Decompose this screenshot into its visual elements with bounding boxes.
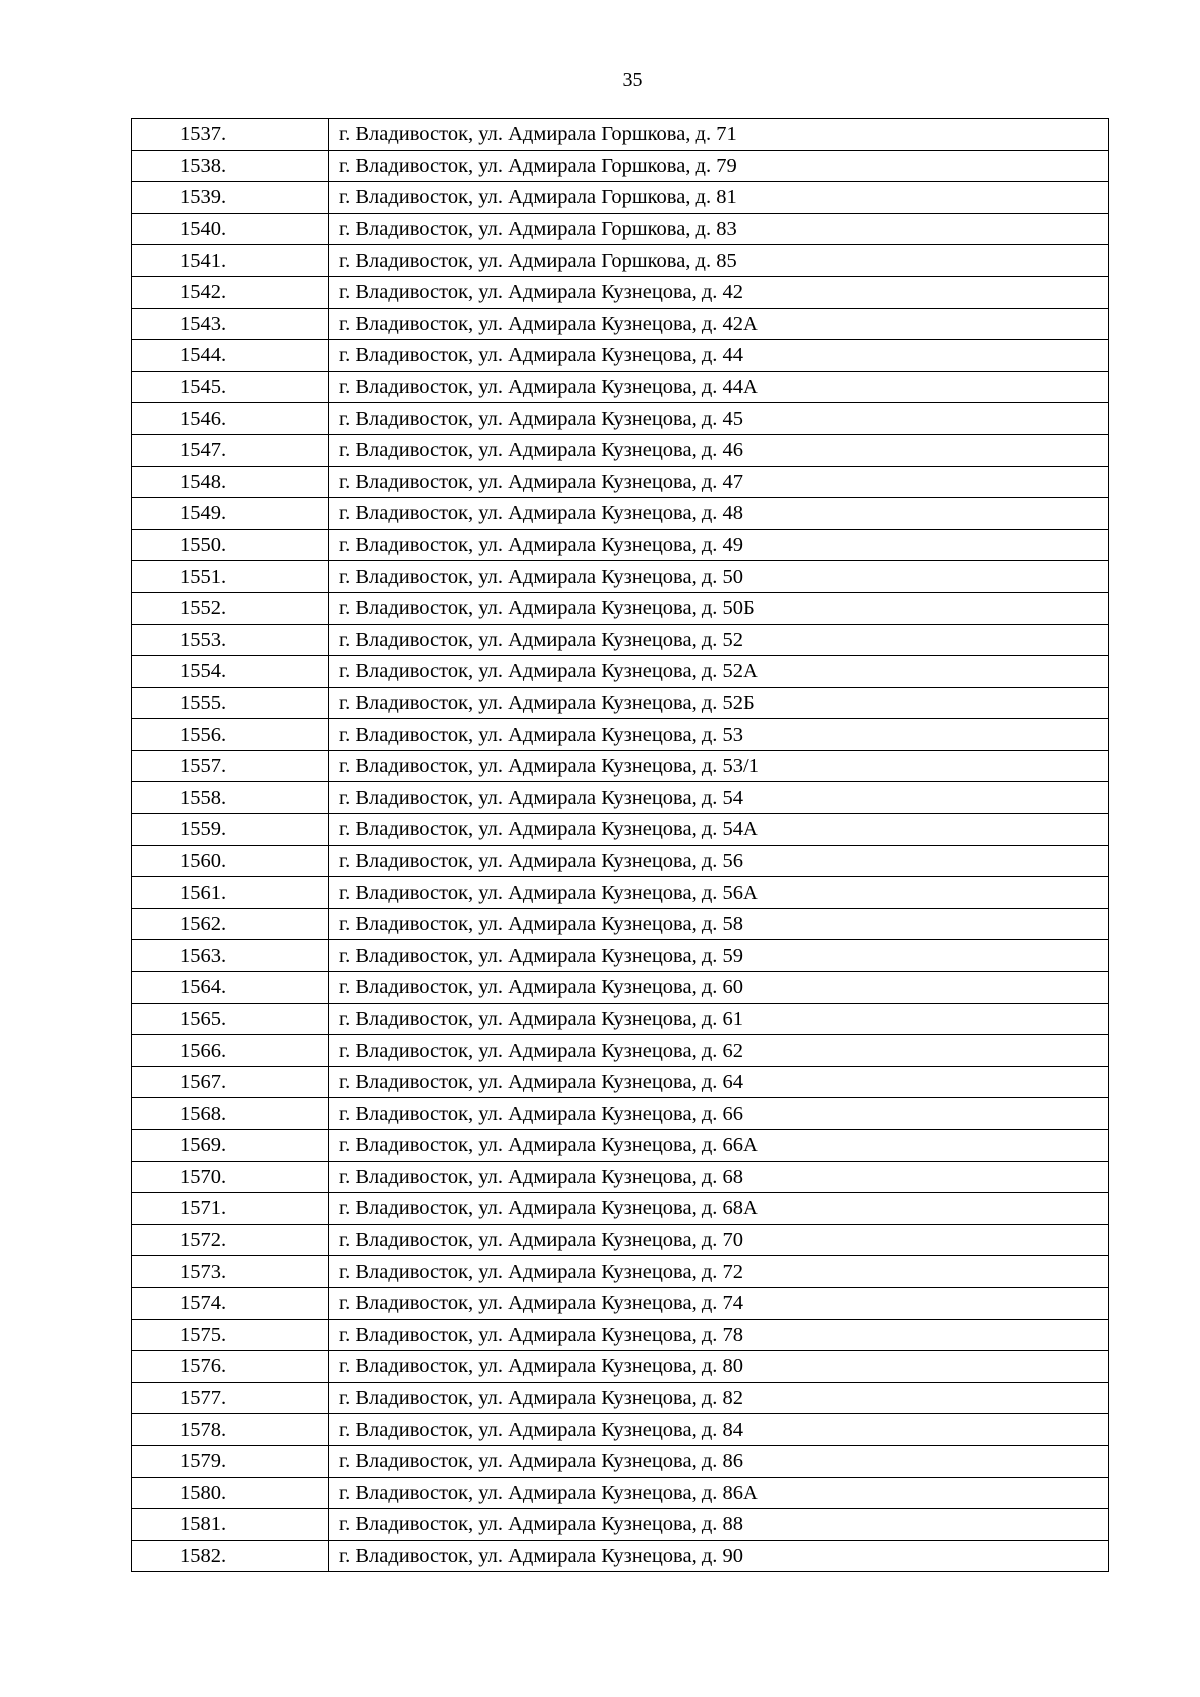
- row-number-cell: 1572.: [132, 1224, 329, 1256]
- row-number-cell: 1580.: [132, 1477, 329, 1509]
- address-cell: г. Владивосток, ул. Адмирала Кузнецова, д. 52Б: [329, 687, 1109, 719]
- table-row: [132, 1256, 1109, 1288]
- address-cell: г. Владивосток, ул. Адмирала Кузнецова, д. 42: [329, 276, 1109, 308]
- table-row: [132, 498, 1109, 530]
- address-cell: г. Владивосток, ул. Адмирала Кузнецова, д. 52: [329, 624, 1109, 656]
- address-cell: г. Владивосток, ул. Адмирала Кузнецова, д. 48: [329, 498, 1109, 530]
- address-cell: г. Владивосток, ул. Адмирала Кузнецова, д. 84: [329, 1414, 1109, 1446]
- row-number-cell: 1574.: [132, 1287, 329, 1319]
- address-cell: г. Владивосток, ул. Адмирала Кузнецова, д. 56А: [329, 877, 1109, 909]
- address-cell: г. Владивосток, ул. Адмирала Кузнецова, д. 54: [329, 782, 1109, 814]
- table-row: [132, 1477, 1109, 1509]
- row-number-cell: 1565.: [132, 1003, 329, 1035]
- row-number-cell: 1539.: [132, 182, 329, 214]
- table-row: [132, 1382, 1109, 1414]
- table-row: [132, 1509, 1109, 1541]
- row-number-cell: 1578.: [132, 1414, 329, 1446]
- address-cell: г. Владивосток, ул. Адмирала Кузнецова, д. 66А: [329, 1130, 1109, 1162]
- table-row: [132, 182, 1109, 214]
- table-row: [132, 1445, 1109, 1477]
- row-number-cell: 1566.: [132, 1035, 329, 1067]
- address-cell: г. Владивосток, ул. Адмирала Кузнецова, д. 70: [329, 1224, 1109, 1256]
- row-number-cell: 1570.: [132, 1161, 329, 1193]
- address-cell: г. Владивосток, ул. Адмирала Кузнецова, д. 86А: [329, 1477, 1109, 1509]
- table-row: [132, 940, 1109, 972]
- row-number-cell: 1571.: [132, 1193, 329, 1225]
- address-cell: г. Владивосток, ул. Адмирала Кузнецова, д. 52А: [329, 656, 1109, 688]
- row-number-cell: 1575.: [132, 1319, 329, 1351]
- table-row: [132, 245, 1109, 277]
- table-row: [132, 782, 1109, 814]
- row-number-cell: 1554.: [132, 656, 329, 688]
- address-cell: г. Владивосток, ул. Адмирала Кузнецова, д. 46: [329, 434, 1109, 466]
- table-row: [132, 908, 1109, 940]
- address-table: [131, 118, 1109, 1572]
- address-cell: г. Владивосток, ул. Адмирала Кузнецова, д. 68А: [329, 1193, 1109, 1225]
- address-cell: г. Владивосток, ул. Адмирала Кузнецова, д. 59: [329, 940, 1109, 972]
- table-row: [132, 1287, 1109, 1319]
- row-number-cell: 1555.: [132, 687, 329, 719]
- address-cell: г. Владивосток, ул. Адмирала Кузнецова, д. 90: [329, 1540, 1109, 1572]
- row-number-cell: 1542.: [132, 276, 329, 308]
- row-number-cell: 1538.: [132, 150, 329, 182]
- table-row: [132, 1224, 1109, 1256]
- table-row: [132, 1035, 1109, 1067]
- table-row: [132, 845, 1109, 877]
- row-number-cell: 1563.: [132, 940, 329, 972]
- table-row: [132, 624, 1109, 656]
- address-cell: г. Владивосток, ул. Адмирала Горшкова, д. 79: [329, 150, 1109, 182]
- row-number-cell: 1549.: [132, 498, 329, 530]
- address-cell: г. Владивосток, ул. Адмирала Кузнецова, д. 58: [329, 908, 1109, 940]
- address-cell: г. Владивосток, ул. Адмирала Кузнецова, д. 45: [329, 403, 1109, 435]
- address-cell: г. Владивосток, ул. Адмирала Кузнецова, д. 47: [329, 466, 1109, 498]
- address-cell: г. Владивосток, ул. Адмирала Кузнецова, д. 44: [329, 340, 1109, 372]
- row-number-cell: 1547.: [132, 434, 329, 466]
- table-row: [132, 814, 1109, 846]
- table-row: [132, 1130, 1109, 1162]
- address-cell: г. Владивосток, ул. Адмирала Кузнецова, д. 82: [329, 1382, 1109, 1414]
- row-number-cell: 1579.: [132, 1445, 329, 1477]
- row-number-cell: 1569.: [132, 1130, 329, 1162]
- table-row: [132, 466, 1109, 498]
- table-row: [132, 1540, 1109, 1572]
- address-cell: г. Владивосток, ул. Адмирала Горшкова, д. 81: [329, 182, 1109, 214]
- table-row: [132, 1319, 1109, 1351]
- table-row: [132, 687, 1109, 719]
- address-cell: г. Владивосток, ул. Адмирала Кузнецова, д. 62: [329, 1035, 1109, 1067]
- address-cell: г. Владивосток, ул. Адмирала Кузнецова, д. 61: [329, 1003, 1109, 1035]
- address-cell: г. Владивосток, ул. Адмирала Кузнецова, д. 74: [329, 1287, 1109, 1319]
- address-cell: г. Владивосток, ул. Адмирала Кузнецова, д. 66: [329, 1098, 1109, 1130]
- row-number-cell: 1551.: [132, 561, 329, 593]
- address-cell: г. Владивосток, ул. Адмирала Кузнецова, д. 56: [329, 845, 1109, 877]
- row-number-cell: 1544.: [132, 340, 329, 372]
- table-row: [132, 877, 1109, 909]
- row-number-cell: 1559.: [132, 814, 329, 846]
- address-cell: г. Владивосток, ул. Адмирала Кузнецова, д. 44А: [329, 371, 1109, 403]
- table-row: [132, 150, 1109, 182]
- row-number-cell: 1576.: [132, 1351, 329, 1383]
- table-row: [132, 561, 1109, 593]
- table-row: [132, 1003, 1109, 1035]
- table-row: [132, 972, 1109, 1004]
- table-row: [132, 371, 1109, 403]
- row-number-cell: 1564.: [132, 972, 329, 1004]
- table-row: [132, 1066, 1109, 1098]
- table-row: [132, 434, 1109, 466]
- row-number-cell: 1573.: [132, 1256, 329, 1288]
- table-row: [132, 750, 1109, 782]
- row-number-cell: 1548.: [132, 466, 329, 498]
- table-row: [132, 119, 1109, 151]
- row-number-cell: 1557.: [132, 750, 329, 782]
- table-row: [132, 340, 1109, 372]
- row-number-cell: 1581.: [132, 1509, 329, 1541]
- row-number-cell: 1561.: [132, 877, 329, 909]
- row-number-cell: 1550.: [132, 529, 329, 561]
- address-cell: г. Владивосток, ул. Адмирала Горшкова, д. 83: [329, 213, 1109, 245]
- row-number-cell: 1541.: [132, 245, 329, 277]
- row-number-cell: 1558.: [132, 782, 329, 814]
- address-cell: г. Владивосток, ул. Адмирала Кузнецова, д. 80: [329, 1351, 1109, 1383]
- table-row: [132, 1193, 1109, 1225]
- row-number-cell: 1546.: [132, 403, 329, 435]
- table-row: [132, 656, 1109, 688]
- table-row: [132, 308, 1109, 340]
- address-cell: г. Владивосток, ул. Адмирала Кузнецова, д. 49: [329, 529, 1109, 561]
- address-cell: г. Владивосток, ул. Адмирала Кузнецова, д. 86: [329, 1445, 1109, 1477]
- address-table-body: [132, 119, 1109, 1572]
- address-cell: г. Владивосток, ул. Адмирала Кузнецова, д. 64: [329, 1066, 1109, 1098]
- row-number-cell: 1560.: [132, 845, 329, 877]
- address-cell: г. Владивосток, ул. Адмирала Кузнецова, д. 78: [329, 1319, 1109, 1351]
- address-cell: г. Владивосток, ул. Адмирала Кузнецова, д. 60: [329, 972, 1109, 1004]
- address-cell: г. Владивосток, ул. Адмирала Горшкова, д. 85: [329, 245, 1109, 277]
- address-cell: г. Владивосток, ул. Адмирала Кузнецова, д. 42А: [329, 308, 1109, 340]
- row-number-cell: 1540.: [132, 213, 329, 245]
- table-row: [132, 1098, 1109, 1130]
- row-number-cell: 1582.: [132, 1540, 329, 1572]
- address-cell: г. Владивосток, ул. Адмирала Кузнецова, д. 53/1: [329, 750, 1109, 782]
- table-row: [132, 403, 1109, 435]
- table-row: [132, 1414, 1109, 1446]
- address-cell: г. Владивосток, ул. Адмирала Кузнецова, д. 72: [329, 1256, 1109, 1288]
- address-cell: г. Владивосток, ул. Адмирала Кузнецова, д. 50Б: [329, 592, 1109, 624]
- table-row: [132, 1161, 1109, 1193]
- row-number-cell: 1567.: [132, 1066, 329, 1098]
- address-cell: г. Владивосток, ул. Адмирала Кузнецова, д. 88: [329, 1509, 1109, 1541]
- row-number-cell: 1552.: [132, 592, 329, 624]
- table-row: [132, 529, 1109, 561]
- row-number-cell: 1556.: [132, 719, 329, 751]
- row-number-cell: 1562.: [132, 908, 329, 940]
- table-row: [132, 276, 1109, 308]
- address-cell: г. Владивосток, ул. Адмирала Горшкова, д. 71: [329, 119, 1109, 151]
- address-cell: г. Владивосток, ул. Адмирала Кузнецова, д. 50: [329, 561, 1109, 593]
- address-cell: г. Владивосток, ул. Адмирала Кузнецова, д. 68: [329, 1161, 1109, 1193]
- table-row: [132, 592, 1109, 624]
- row-number-cell: 1543.: [132, 308, 329, 340]
- address-cell: г. Владивосток, ул. Адмирала Кузнецова, д. 53: [329, 719, 1109, 751]
- row-number-cell: 1568.: [132, 1098, 329, 1130]
- table-row: [132, 1351, 1109, 1383]
- address-cell: г. Владивосток, ул. Адмирала Кузнецова, д. 54А: [329, 814, 1109, 846]
- row-number-cell: 1577.: [132, 1382, 329, 1414]
- page-number: 35: [622, 69, 643, 91]
- row-number-cell: 1553.: [132, 624, 329, 656]
- row-number-cell: 1545.: [132, 371, 329, 403]
- table-row: [132, 213, 1109, 245]
- row-number-cell: 1537.: [132, 119, 329, 151]
- table-row: [132, 719, 1109, 751]
